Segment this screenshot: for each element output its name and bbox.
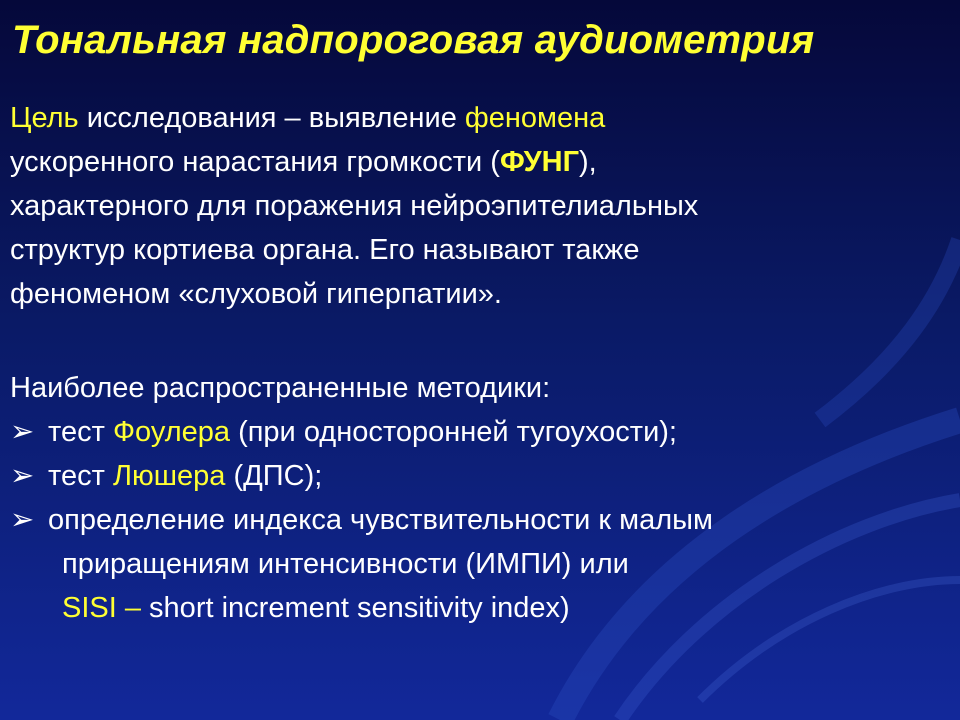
method-text: short increment sensitivity index): [141, 592, 570, 624]
method-text: (при односторонней тугоухости);: [230, 416, 677, 448]
method-item-sisi-line-2: приращениям интенсивности (ИМПИ) или: [62, 548, 629, 580]
sisi-abbreviation: SISI –: [62, 592, 141, 624]
goal-line-2: [10, 140, 940, 184]
arrow-bullet-icon: ➢: [10, 416, 35, 448]
arrow-bullet-icon: ➢: [10, 460, 35, 492]
goal-keyword: Цель: [10, 102, 79, 134]
method-text: тест: [40, 460, 113, 492]
method-item-luscher: [10, 454, 950, 498]
goal-text: ускоренного нарастания громкости (: [10, 146, 500, 178]
arrow-bullet-icon: ➢: [10, 504, 35, 536]
method-text: (ДПС);: [225, 460, 323, 492]
goal-paragraph: [10, 96, 940, 316]
goal-line-1: [10, 96, 940, 140]
method-item-sisi-line-3: [10, 586, 950, 630]
methods-heading: Наиболее распространенные методики:: [10, 372, 551, 404]
fung-abbreviation: ФУНГ: [499, 146, 580, 178]
goal-line-3: характерного для поражения нейроэпителиальных: [10, 190, 699, 222]
method-name: Фоулера: [112, 416, 231, 448]
slide-title: Тональная надпороговая аудиометрия: [12, 18, 815, 62]
methods-section: [10, 366, 950, 630]
goal-line-4: структур кортиева органа. Его называют также: [10, 234, 640, 266]
goal-text: исследования – выявление: [78, 102, 465, 134]
phenomenon-term: феномена: [464, 102, 606, 134]
goal-line-5: феноменом «слуховой гиперпатии».: [10, 278, 502, 310]
method-text: тест: [40, 416, 113, 448]
method-text: определение индекса чувствительности к малым: [40, 504, 713, 536]
goal-text: ),: [579, 146, 597, 178]
method-name: Люшера: [112, 460, 226, 492]
method-item-fowler: [10, 410, 950, 454]
method-item-sisi: [10, 498, 950, 542]
